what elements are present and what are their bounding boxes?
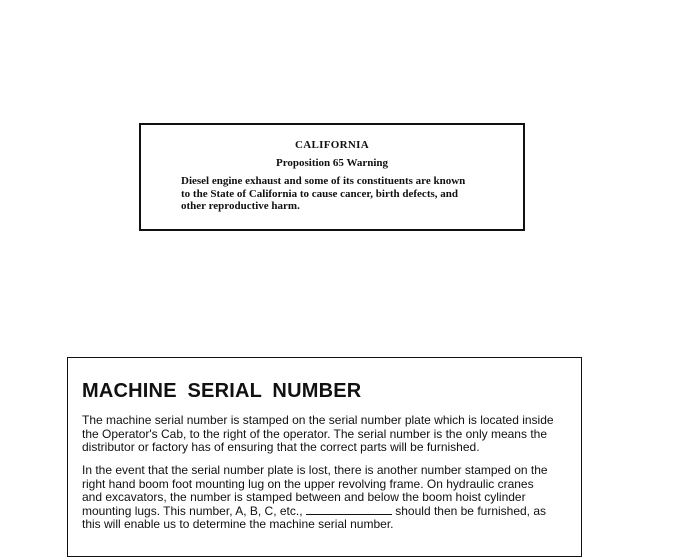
paragraph-line: the Operator's Cab, to the right of the operator. The serial number is the only means the <box>82 426 547 441</box>
line-text-after-blank: should then be furnished, as <box>395 503 547 518</box>
machine-serial-number-box <box>67 357 582 557</box>
lost-plate-paragraph <box>82 464 572 532</box>
paragraph-line: and excavators, the number is stamped between and below the boom hoist cylinder <box>82 490 526 505</box>
paragraph-line: right hand boom foot mounting lug on the upper revolving frame. On hydraulic cranes <box>82 476 534 491</box>
paragraph-line: In the event that the serial number plate is lost, there is another number stamped on the <box>82 463 548 477</box>
warning-line: Diesel engine exhaust and some of its constituents are known <box>181 175 466 187</box>
california-title: CALIFORNIA <box>295 139 369 151</box>
paragraph-line: distributor or factory has of ensuring that the correct parts will be furnished. <box>82 440 480 455</box>
proposition-65-subtitle: Proposition 65 Warning <box>275 157 389 169</box>
line-text-before-blank: mounting lugs. This number, A, B, C, etc., <box>82 503 303 518</box>
paragraph-line: this will enable us to determine the machine serial number. <box>82 517 394 532</box>
paragraph-line <box>82 505 572 519</box>
section-title: MACHINE SERIAL NUMBER <box>82 380 362 402</box>
paragraph-line: The machine serial number is stamped on the serial number plate which is located inside <box>82 413 554 427</box>
warning-text <box>181 175 491 213</box>
serial-plate-paragraph <box>82 414 572 455</box>
warning-line: to the State of California to cause cancer, birth defects, and <box>181 187 458 200</box>
warning-line: other reproductive harm. <box>181 200 300 212</box>
fill-in-blank <box>306 505 392 515</box>
california-warning-box <box>139 123 525 231</box>
